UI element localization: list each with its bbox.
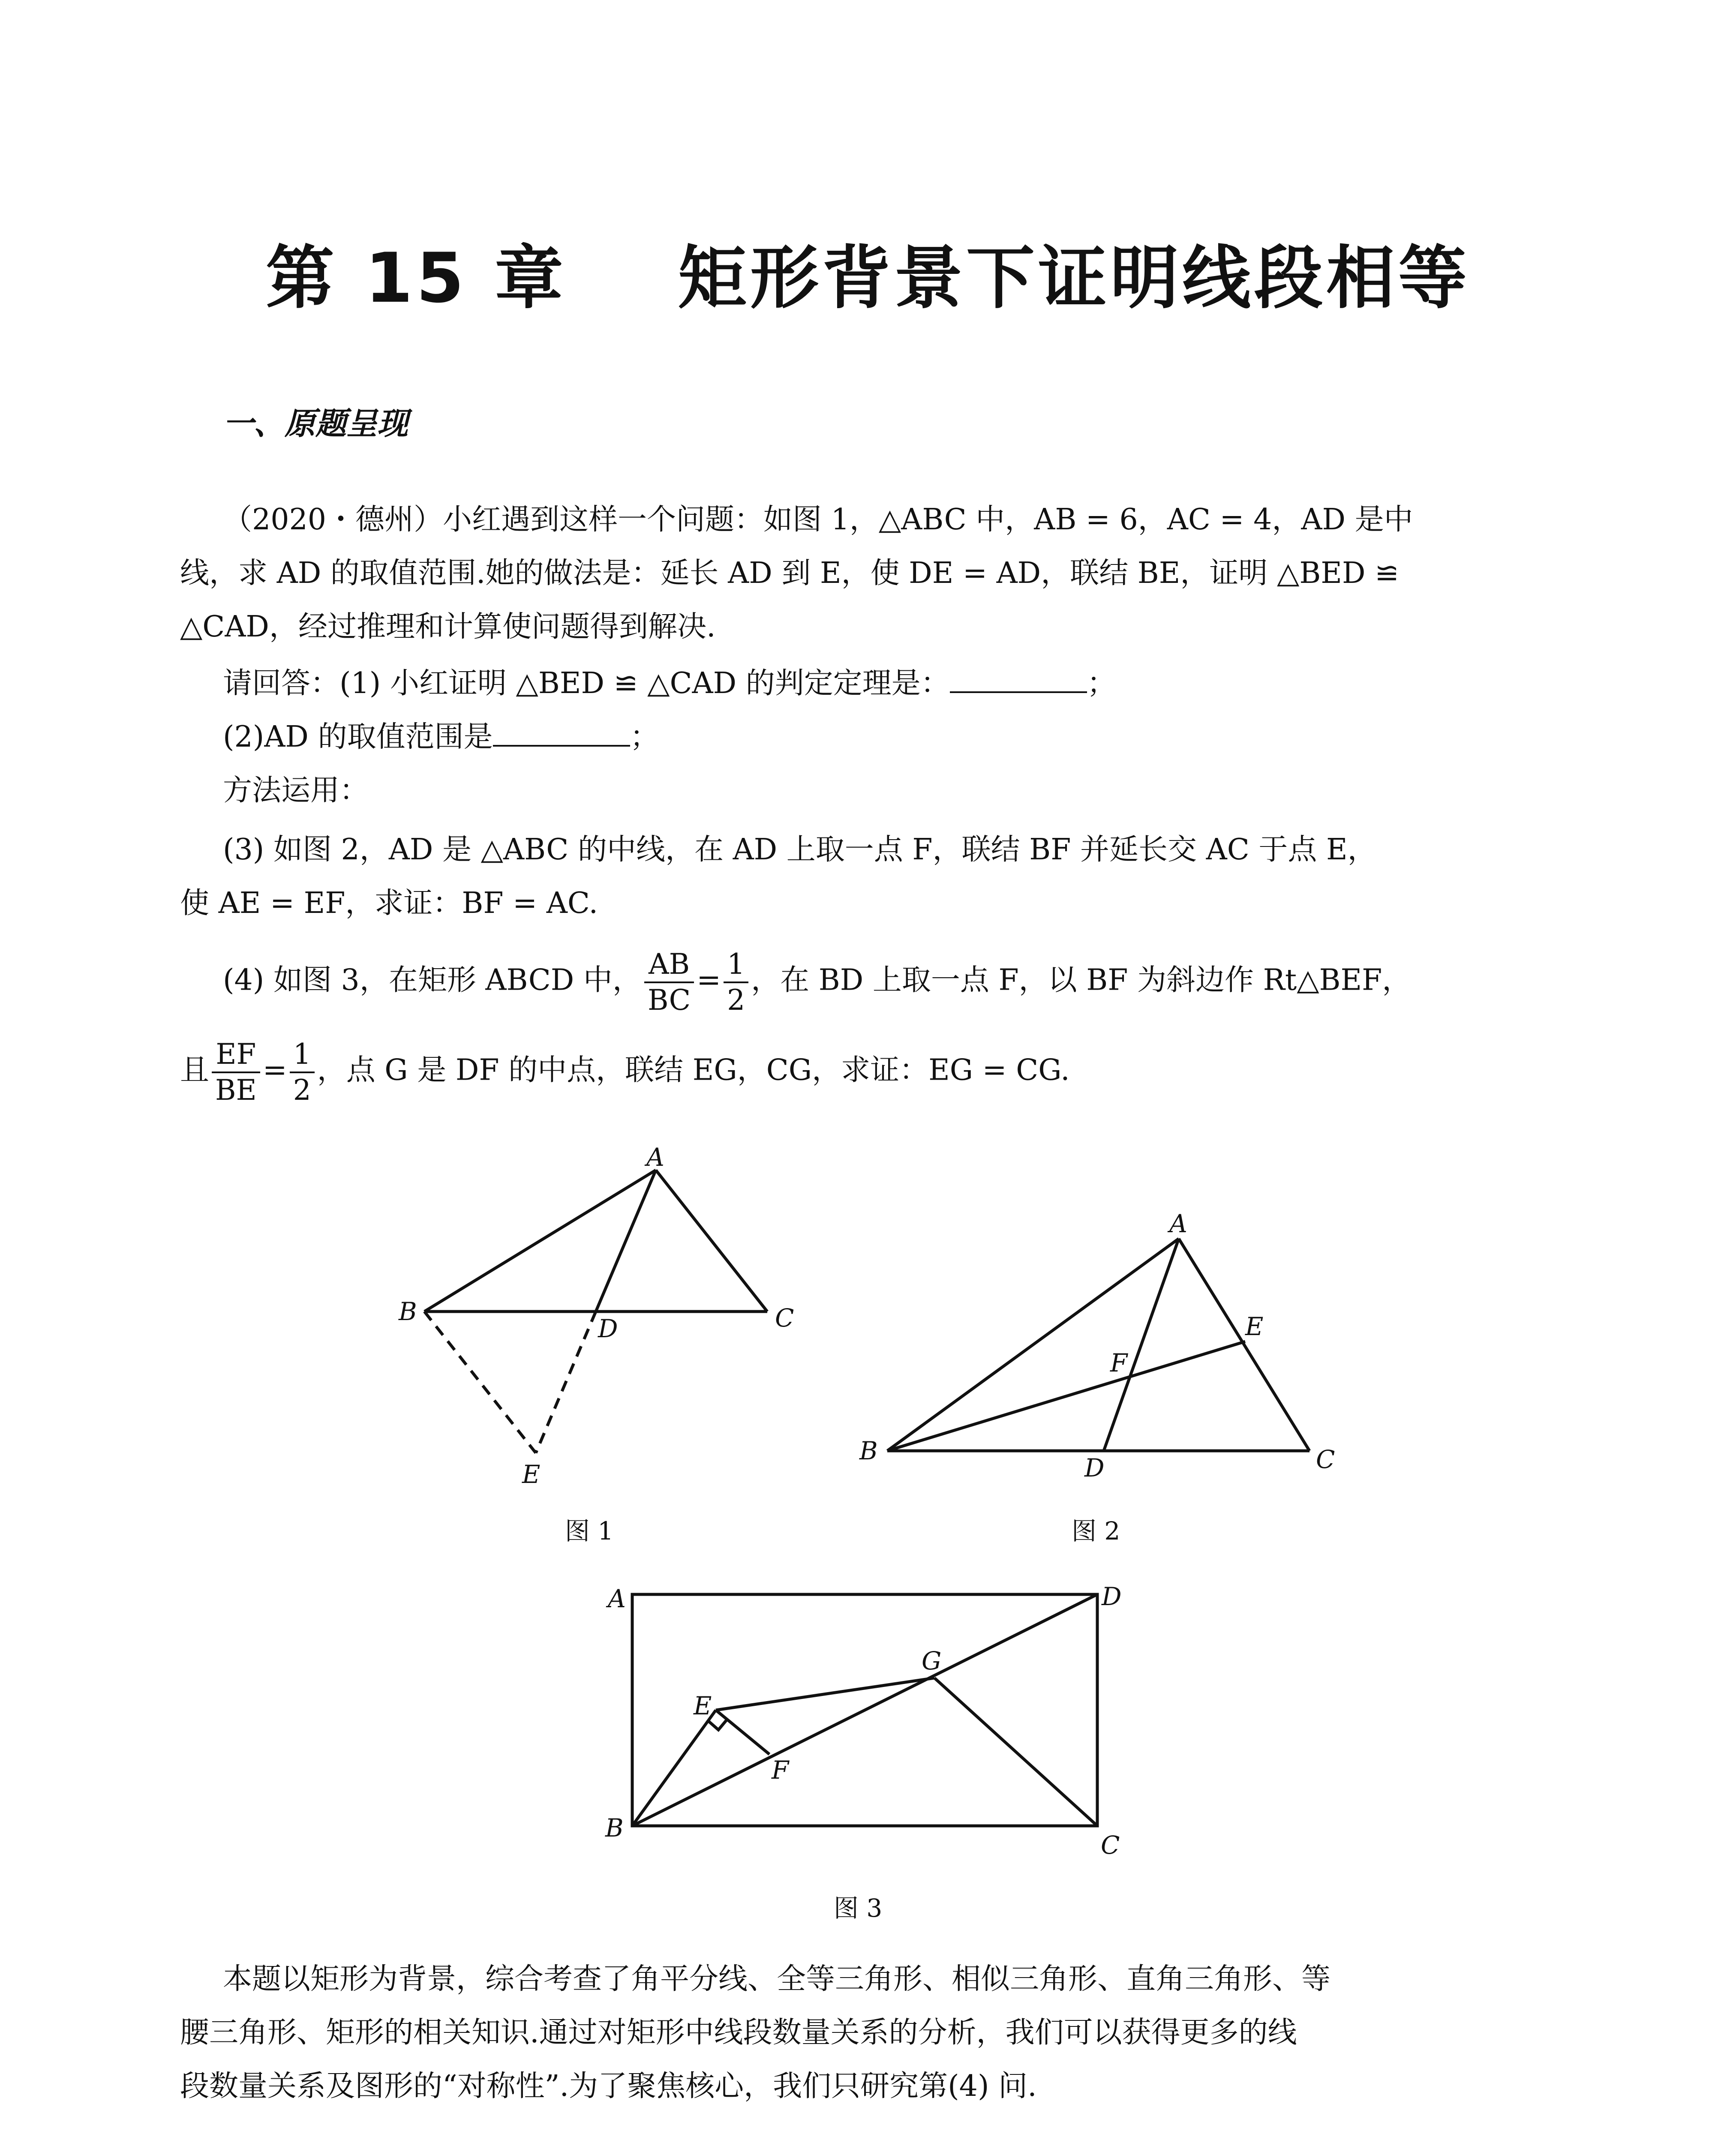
fig2-label-b: B <box>859 1436 878 1465</box>
fig3-caption: 图 3 <box>834 1894 883 1923</box>
question-2: (2)AD 的取值范围是 ； <box>223 720 659 754</box>
fig2-label-e: E <box>1245 1312 1264 1341</box>
fig1-label-e: E <box>522 1460 541 1489</box>
frac3-num: EF <box>212 1037 260 1073</box>
method-label: 方法运用： <box>223 774 369 807</box>
fig1-median-ad <box>596 1170 656 1312</box>
question-3-line-1: (3) 如图 2，AD 是 △ABC 的中线，在 AD 上取一点 F，联结 BF 并延长交 AC 于点 E， <box>223 833 1377 867</box>
fig1-label-c: C <box>775 1303 794 1333</box>
q4-text-a: (4) 如图 3，在矩形 ABCD 中， <box>223 963 642 997</box>
fig3-label-f: F <box>772 1756 789 1785</box>
fig1-caption: 图 1 <box>565 1516 614 1546</box>
question-2-text: (2)AD 的取值范围是 <box>223 720 493 754</box>
summary-line-2: 腰三角形、矩形的相关知识.通过对矩形中线段数量关系的分析，我们可以获得更多的线 <box>180 2016 1297 2050</box>
fig3-label-b: B <box>605 1813 624 1843</box>
fig3-label-g: G <box>922 1646 942 1675</box>
frac3-den: BE <box>215 1074 257 1107</box>
summary-line-3: 段数量关系及图形的“对称性”.为了聚焦核心，我们只研究第(4) 问. <box>180 2069 1037 2103</box>
fig3-label-d: D <box>1102 1582 1122 1611</box>
fig2-caption: 图 2 <box>1072 1516 1120 1546</box>
fig1-side-ac <box>656 1170 767 1312</box>
question-4-line-1: (4) 如图 3，在矩形 ABCD 中， $\frac{AB}{BC}$ = $\frac{1}{2}$ ，在 BD 上取一点 F，以 BF 为斜边作 Rt△BEF， <box>223 948 1412 1017</box>
fig2-side-ac <box>1179 1239 1310 1451</box>
summary-paragraph <box>180 1952 1595 2113</box>
frac2-num: 1 <box>724 947 748 983</box>
fig2-label-a: A <box>1169 1209 1187 1238</box>
fig1-label-d: D <box>598 1314 618 1343</box>
frac4-den: 2 <box>293 1074 311 1107</box>
q4-text-b: ，在 BD 上取一点 F，以 BF 为斜边作 Rt△BEF， <box>751 963 1412 997</box>
question-1: 请回答：(1) 小红证明 △BED ≌ △CAD 的判定定理是： ； <box>223 666 1116 700</box>
summary-line-1: 本题以矩形为背景，综合考查了角平分线、全等三角形、相似三角形、直角三角形、等 <box>223 1962 1331 1996</box>
q4-text-c: 且 <box>180 1053 210 1087</box>
fig2-label-f: F <box>1110 1348 1128 1378</box>
frac1-num: AB <box>644 947 694 983</box>
fig2-median-ad <box>1104 1239 1179 1451</box>
frac1-den: BC <box>647 984 691 1017</box>
fig1-dashed-de <box>536 1312 596 1453</box>
fig1-label-b: B <box>399 1297 417 1326</box>
fig3-label-a: A <box>608 1584 626 1613</box>
fig2-side-ab <box>887 1239 1179 1451</box>
fig3-side-ef <box>716 1710 769 1754</box>
fig1-side-ab <box>424 1170 656 1312</box>
figure-1 <box>424 1170 767 1453</box>
chapter-label: 第 15 章 <box>265 238 567 318</box>
fig2-line-be <box>887 1342 1245 1451</box>
fig3-line-eg <box>716 1678 934 1710</box>
intro-line-1: （2020・德州）小红遇到这样一个问题：如图 1，△ABC 中，AB = 6，AC = 4，AD 是中 <box>223 503 1413 537</box>
fig3-label-c: C <box>1101 1831 1120 1860</box>
fig3-side-be <box>632 1710 716 1826</box>
fig3-label-e: E <box>694 1691 712 1720</box>
q4-text-d: ，点 G 是 DF 的中点，联结 EG，CG，求证：EG = CG. <box>317 1053 1070 1087</box>
frac4-num: 1 <box>290 1037 315 1073</box>
frac2-den: 2 <box>727 984 745 1017</box>
question-3-line-2: 使 AE = EF，求证：BF = AC. <box>180 886 598 920</box>
fig1-label-a: A <box>646 1143 664 1172</box>
section-heading: 一、原题呈现 <box>223 405 408 441</box>
fig2-label-d: D <box>1084 1453 1105 1483</box>
figure-2 <box>887 1239 1310 1451</box>
fig1-dashed-be <box>424 1312 536 1453</box>
chapter-name: 矩形背景下证明线段相等 <box>678 238 1471 318</box>
intro-line-3: △CAD，经过推理和计算使问题得到解决. <box>180 610 716 644</box>
fig3-right-angle-mark <box>708 1720 727 1730</box>
fig2-label-c: C <box>1316 1445 1335 1474</box>
question-4-line-2: 且 $\frac{EF}{BE}$ = $\frac{1}{2}$ ，点 G 是 DF 的中点，联结 EG，CG，求证：EG = CG. <box>180 1038 1070 1107</box>
intro-line-2: 线，求 AD 的取值范围.她的做法是：延长 AD 到 E，使 DE = AD，联结 BE，证明 △BED ≌ <box>180 556 1400 590</box>
question-1-text: 请回答：(1) 小红证明 △BED ≌ △CAD 的判定定理是： <box>223 666 950 700</box>
fig3-line-gc <box>934 1678 1097 1826</box>
